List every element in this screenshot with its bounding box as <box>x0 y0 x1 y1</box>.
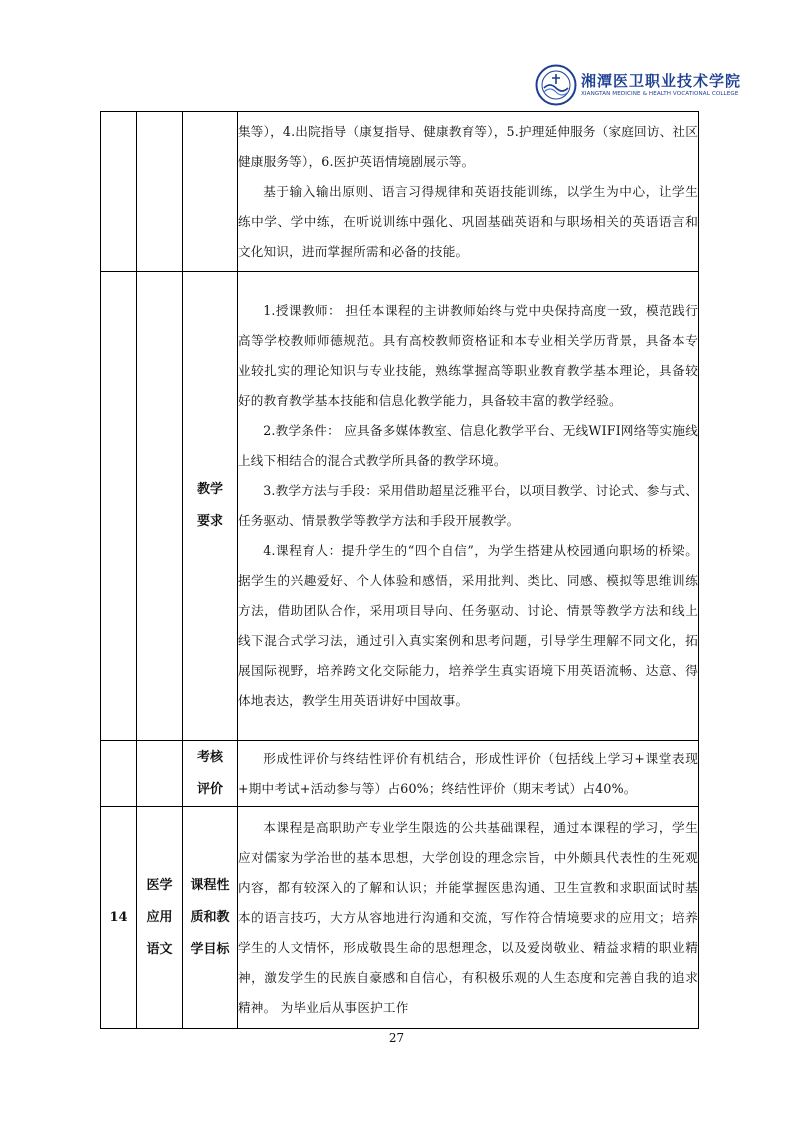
content-paragraph: 集等），4.出院指导（康复指导、健康教育等），5.护理延伸服务（家庭回访、社区健康服务等），6.医护英语情境剧展示等。 <box>238 123 699 169</box>
content-paragraph: 4.课程育人：提升学生的“四个自信”，为学生搭建从校园通向职场的桥梁。据学生的兴趣爱好、个人体验和感悟，采用批判、类比、同感、模拟等思维训练方法，借助团队合作，采用项目导向、任务驱动、讨论、情景等教学方法和线上线下混合式学习法，通过引入真实案例和思考问题，引导学生理解不同文化，拓展国际视野，培养跨文化交际能力，培养学生真实语境下用英语流畅、达意、得体地表达，教学生用英语讲好中国故事。 <box>238 543 698 708</box>
table-row <box>101 741 699 807</box>
college-name: 湘潭医卫职业技术学院 <box>581 72 742 90</box>
content-paragraph: 2.教学条件： 应具备多媒体教室、信息化教学平台、无线WIFI网络等实施线上线下相结合的混合式教学所具备的教学环境。 <box>238 423 698 468</box>
section-content <box>238 112 699 272</box>
course-table <box>100 111 699 1029</box>
table-row <box>101 112 699 272</box>
section-content <box>238 807 699 1029</box>
content-paragraph: 1.授课教师： 担任本课程的主讲教师始终与党中央保持高度一致，模范践行高等学校教师师德规范。具有高校教师资格证和本专业相关学历背景，具备本专业较扎实的理论知识与专业技能，熟练掌握高等职业教育教学基本理论，具备较好的教育教学基本技能和信息化教学能力，具备较丰富的教学经验。 <box>238 303 698 408</box>
content-paragraph: 本课程是高职助产专业学生限选的公共基础课程，通过本课程的学习，学生应对儒家为学治世的基本思想，大学创设的理念宗旨，中外颇具代表性的生死观内容，都有较深入的了解和认识；并能掌握医患沟通、卫生宣教和求职面试时基本的语言技巧，大方从容地进行沟通和交流，写作符合情境要求的应用文；培养学生的人文情怀，形成敬畏生命的思想理念，以及爱岗敬业、精益求精的职业精神，激发学生的民族自豪感和自信心，有积极乐观的人生态度和完善自我的追求精神。 为毕业后从事医护工作 <box>238 819 698 1015</box>
college-english-name: XIANGTAN MEDICINE & HEALTH VOCATIONAL COLLEGE <box>581 91 739 97</box>
content-paragraph: 3.教学方法与手段：采用借助超星泛雅平台，以项目教学、讨论式、参与式、任务驱动、情景教学等教学方法和手段开展教学。 <box>238 483 698 528</box>
course-number-cell <box>101 112 137 272</box>
section-content <box>238 741 699 807</box>
section-label-course-nature: 课程性 质和教 学目标 <box>183 807 238 1029</box>
college-seal-icon <box>535 64 577 106</box>
course-name-cell <box>137 272 183 741</box>
section-content <box>238 272 699 741</box>
course-name-cell <box>137 112 183 272</box>
college-logo <box>535 64 742 108</box>
page-number: 27 <box>388 1031 405 1045</box>
section-label-assessment: 考核 评价 <box>183 741 238 807</box>
course-name-cell <box>137 741 183 807</box>
table-row <box>101 807 699 1029</box>
section-label-cell <box>183 112 238 272</box>
course-number-cell <box>101 741 137 807</box>
table-row <box>101 272 699 741</box>
course-name-cell: 医学 应用 语文 <box>137 807 183 1029</box>
content-paragraph: 基于输入输出原则、语言习得规律和英语技能训练，以学生为中心，让学生练中学、学中练，在听说训练中强化、巩固基础英语和与职场相关的英语语言和文化知识，进而掌握所需和必备的技能。 <box>238 183 698 259</box>
section-label-teaching-requirements: 教学 要求 <box>183 272 238 741</box>
course-number-cell <box>101 272 137 741</box>
course-number-cell: 14 <box>101 807 137 1029</box>
content-paragraph: 形成性评价与终结性评价有机结合，形成性评价（包括线上学习+课堂表现+期中考试+活动参与等）占60%；终结性评价（期末考试）占40%。 <box>238 750 698 796</box>
